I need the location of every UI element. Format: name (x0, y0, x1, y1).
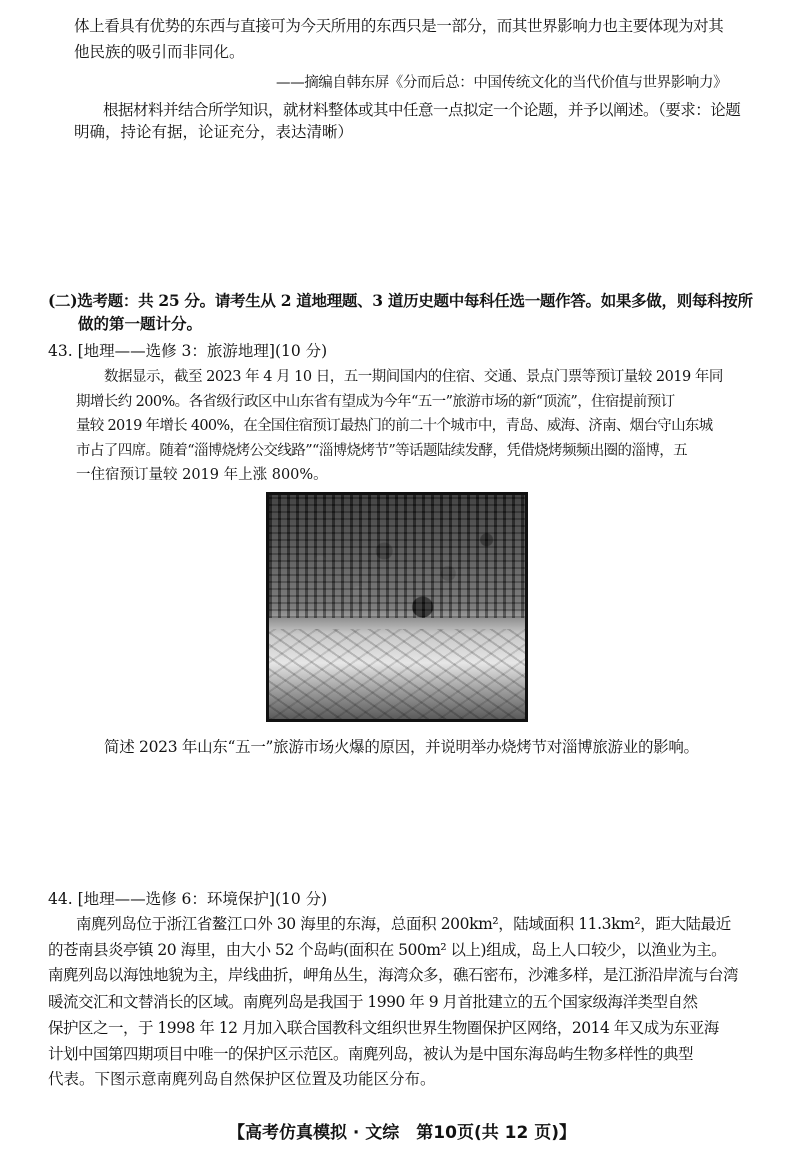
text-line: 南麂列岛位于浙江省鳌江口外 30 海里的东海，总面积 200km²，陆域面积 11.3km²，距大陆最近 (76, 915, 731, 933)
text-line: 量较 2019 年增长 400%，在全国住宿预订最热门的前二十个城市中，青岛、威海、济南、烟台守山东城 (76, 418, 713, 434)
text-line: 明确，持论有据，论证充分，表达清晰） (74, 123, 354, 141)
text-line: 的苍南县炎亭镇 20 海里，由大小 52 个岛屿(面积在 500m² 以上)组成，岛上人口较少，以渔业为主。 (48, 941, 727, 959)
bbq-festival-photo (266, 492, 528, 722)
source-citation: ——摘编自韩东屏《分而后总：中国传统文化的当代价值与世界影响力》 (276, 75, 728, 91)
text-line: 根据材料并结合所学知识，就材料整体或其中任意一点拟定一个论题，并予以阐述。（要求：论题 (103, 101, 741, 119)
text-line: 体上看具有优势的东西与直接可为今天所用的东西只是一部分，而其世界影响力也主要体现为对其 (74, 17, 724, 35)
crowd-area (269, 495, 525, 618)
question-heading: 44. [地理——选修 6：环境保护](10 分) (48, 890, 328, 908)
text-line: 计划中国第四期项目中唯一的保护区示范区。南麂列岛，被认为是中国东海岛屿生物多样性的典型 (48, 1045, 694, 1063)
text-line: 市占了四席。随着“淄博烧烤公交线路”“淄博烧烤节”等话题陆续发酵，凭借烧烤频频出圈的淄博，五 (76, 443, 688, 459)
question-heading: 43. [地理——选修 3：旅游地理](10 分) (48, 342, 328, 360)
text-line: 数据显示，截至 2023 年 4 月 10 日，五一期间国内的住宿、交通、景点门票等预订量较 2019 年同 (104, 369, 723, 385)
text-line: 期增长约 200%。各省级行政区中山东省有望成为今年“五一”旅游市场的新“顶流”，住宿提前预订 (76, 394, 675, 410)
table-area (269, 629, 525, 719)
text-line: 南麂列岛以海蚀地貌为主，岸线曲折，岬角丛生，海湾众多，礁石密布，沙滩多样，是江浙沿岸流与台湾 (48, 966, 739, 984)
section-heading: (二)选考题：共 25 分。请考生从 2 道地理题、3 道历史题中每科任选一题作答。如果多做，则每科按所 (48, 291, 753, 310)
text-line: 保护区之一，于 1998 年 12 月加入联合国教科文组织世界生物圈保护区网络，2014 年又成为东亚海 (48, 1019, 719, 1037)
question-prompt: 简述 2023 年山东“五一”旅游市场火爆的原因，并说明举办烧烤节对淄博旅游业的影响。 (104, 738, 699, 756)
text-line: 暖流交汇和文替消长的区域。南麂列岛是我国于 1990 年 9 月首批建立的五个国家级海洋类型自然 (48, 993, 698, 1011)
text-line: 他民族的吸引而非同化。 (74, 43, 245, 61)
text-line: 一住宿预订量较 2019 年上涨 800%。 (76, 467, 328, 483)
text-line: 代表。下图示意南麂列岛自然保护区位置及功能区分布。 (48, 1070, 436, 1088)
section-heading: 做的第一题计分。 (78, 314, 203, 333)
page-footer: 【高考仿真模拟 · 文综 第10页(共 12 页)】 (228, 1123, 576, 1143)
